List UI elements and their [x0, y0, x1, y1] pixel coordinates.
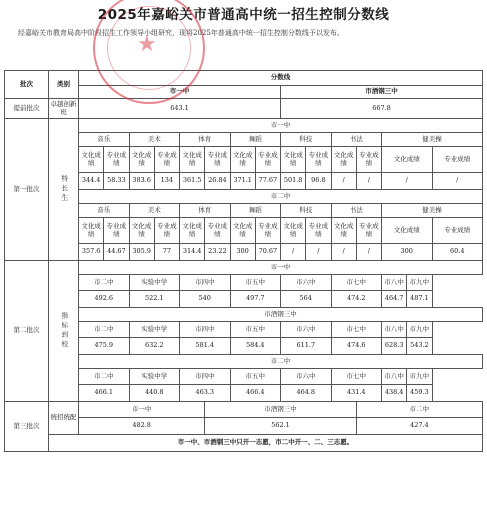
type-cell: 文化成绩 [129, 147, 154, 173]
type-cell: 文化成绩 [129, 218, 154, 244]
score-cell: 371.1 [230, 173, 255, 190]
round1-school-b: 市二中 [79, 190, 483, 204]
score-cell: 427.4 [356, 418, 482, 435]
score-cell: 581.4 [180, 338, 231, 355]
type-cell: 文化成绩 [180, 218, 205, 244]
school-cell: 市五中 [230, 275, 281, 291]
type-cell: 文化成绩 [79, 147, 104, 173]
header-school-2: 市酒钢三中 [281, 86, 483, 99]
score-cell: 487.1 [407, 291, 432, 308]
header-leibie: 类别 [49, 71, 79, 99]
round1-leibie: 特长生 [49, 119, 79, 261]
tiqian-score-1: 643.1 [79, 99, 281, 119]
score-cell: 440.8 [129, 385, 180, 402]
score-cell: 459.3 [407, 385, 432, 402]
type-cell: 专业成绩 [154, 218, 179, 244]
type-cell: 专业成绩 [104, 147, 129, 173]
score-cell: 632.2 [129, 338, 180, 355]
school-cell: 市六中 [281, 275, 332, 291]
subject-cell: 科技 [281, 204, 332, 218]
subject-cell: 科技 [281, 133, 332, 147]
score-cell: / [281, 244, 306, 261]
school-cell: 市九中 [407, 275, 432, 291]
round1-school-a: 市一中 [79, 119, 483, 133]
type-cell: 专业成绩 [306, 147, 331, 173]
type-cell: 文化成绩 [79, 218, 104, 244]
score-cell: 464.7 [382, 291, 407, 308]
subject-cell: 美术 [129, 133, 180, 147]
subject-cell: 美术 [129, 204, 180, 218]
round2-group-header: 市二中 [79, 355, 483, 369]
tiqian-leibie: 卓越创新班 [49, 99, 79, 119]
score-cell: 134 [154, 173, 179, 190]
score-table [4, 70, 483, 452]
school-cell: 市八中 [382, 322, 407, 338]
score-cell: 464.8 [281, 385, 332, 402]
school-cell: 实验中学 [129, 322, 180, 338]
header-pici: 批次 [5, 71, 49, 99]
score-cell: 540 [180, 291, 231, 308]
school-cell: 市七中 [331, 275, 382, 291]
subject-cell: 书法 [331, 133, 382, 147]
school-cell: 市四中 [180, 369, 231, 385]
score-cell: 474.2 [331, 291, 382, 308]
school-cell: 市九中 [407, 369, 432, 385]
round2-group-header: 市一中 [79, 261, 483, 275]
school-cell: 市四中 [180, 275, 231, 291]
type-cell: 专业成绩 [205, 218, 230, 244]
type-cell: 专业成绩 [104, 218, 129, 244]
type-cell: 文化成绩 [230, 218, 255, 244]
type-cell: 专业成绩 [356, 147, 381, 173]
score-cell: / [331, 173, 356, 190]
header-fenshuxian: 分数线 [79, 71, 483, 86]
score-cell: 26.84 [205, 173, 230, 190]
school-cell: 市二中 [356, 402, 482, 418]
score-cell: 70.67 [255, 244, 280, 261]
intro-text: 经嘉峪关市教育局高中阶段招生工作领导小组研究，现将2025年普通高中统一招生控制分数线予以发布。 [18, 29, 344, 37]
score-cell: 628.3 [382, 338, 407, 355]
score-cell: 314.4 [180, 244, 205, 261]
type-cell: 专业成绩 [255, 147, 280, 173]
round1-pici: 第一批次 [5, 119, 49, 261]
type-cell: 专业成绩 [306, 218, 331, 244]
round2-group-header: 市酒钢三中 [79, 308, 483, 322]
score-cell: 497.7 [230, 291, 281, 308]
score-cell: 584.4 [230, 338, 281, 355]
type-cell: 文化成绩 [382, 147, 433, 173]
seal-star-icon: ★ [137, 32, 157, 57]
subject-cell: 舞蹈 [230, 133, 281, 147]
score-cell: 305.9 [129, 244, 154, 261]
subject-cell: 体育 [180, 133, 231, 147]
school-cell: 市二中 [79, 275, 130, 291]
page-title: 2025年嘉峪关市普通高中统一招生控制分数线 [97, 7, 390, 23]
score-cell: 543.2 [407, 338, 432, 355]
school-cell: 市六中 [281, 369, 332, 385]
subject-cell: 健美操 [382, 133, 483, 147]
round3-pici: 第三批次 [5, 402, 49, 452]
school-cell: 市七中 [331, 369, 382, 385]
school-cell: 市酒钢三中 [205, 402, 357, 418]
subject-cell: 健美操 [382, 204, 483, 218]
score-cell: 492.6 [79, 291, 130, 308]
school-cell: 市九中 [407, 322, 432, 338]
score-cell: 383.6 [129, 173, 154, 190]
score-cell: 466.1 [79, 385, 130, 402]
score-cell: / [356, 173, 381, 190]
type-cell: 专业成绩 [154, 147, 179, 173]
type-cell: 专业成绩 [432, 147, 483, 173]
score-cell: 23.22 [205, 244, 230, 261]
header-school-1: 市一中 [79, 86, 281, 99]
type-cell: 文化成绩 [230, 147, 255, 173]
round3-schools-row [5, 402, 483, 418]
type-cell: 文化成绩 [331, 218, 356, 244]
score-cell: 501.8 [281, 173, 306, 190]
subject-cell: 体育 [180, 204, 231, 218]
round3-leibie: 统招统配 [49, 402, 79, 435]
score-cell: 475.9 [79, 338, 130, 355]
score-cell: 564 [281, 291, 332, 308]
score-cell: / [356, 244, 381, 261]
school-cell: 市七中 [331, 322, 382, 338]
type-cell: 文化成绩 [180, 147, 205, 173]
subject-cell: 音乐 [79, 204, 130, 218]
score-cell: 58.33 [104, 173, 129, 190]
score-cell: 562.1 [205, 418, 357, 435]
score-cell: 611.7 [281, 338, 332, 355]
subject-cell: 舞蹈 [230, 204, 281, 218]
school-cell: 市六中 [281, 322, 332, 338]
school-cell: 市八中 [382, 369, 407, 385]
score-cell: 357.6 [79, 244, 104, 261]
score-cell: 361.5 [180, 173, 205, 190]
score-cell: 474.6 [331, 338, 382, 355]
score-cell: 466.4 [230, 385, 281, 402]
score-cell: 60.4 [432, 244, 483, 261]
school-cell: 市四中 [180, 322, 231, 338]
score-cell: 44.67 [104, 244, 129, 261]
school-cell: 市二中 [79, 369, 130, 385]
score-cell: / [432, 173, 483, 190]
round2-pici: 第二批次 [5, 261, 49, 402]
score-cell: 344.4 [79, 173, 104, 190]
school-cell: 市一中 [79, 402, 205, 418]
score-cell: 431.4 [331, 385, 382, 402]
score-cell: 463.3 [180, 385, 231, 402]
score-cell: 96.8 [306, 173, 331, 190]
round2-leibie: 指标到校 [49, 261, 79, 402]
school-cell: 市五中 [230, 369, 281, 385]
score-cell: 522.1 [129, 291, 180, 308]
type-cell: 文化成绩 [382, 218, 433, 244]
type-cell: 专业成绩 [432, 218, 483, 244]
score-cell: 300 [382, 244, 433, 261]
type-cell: 专业成绩 [255, 218, 280, 244]
school-cell: 实验中学 [129, 275, 180, 291]
type-cell: 专业成绩 [356, 218, 381, 244]
type-cell: 文化成绩 [281, 147, 306, 173]
score-cell: 438.4 [382, 385, 407, 402]
score-cell: / [382, 173, 433, 190]
score-cell: 77.67 [255, 173, 280, 190]
type-cell: 文化成绩 [281, 218, 306, 244]
score-cell: / [306, 244, 331, 261]
subject-cell: 书法 [331, 204, 382, 218]
school-cell: 实验中学 [129, 369, 180, 385]
round3-note: 市一中、市酒钢三中只开一志愿，市二中开一、二、三志愿。 [49, 435, 483, 452]
type-cell: 专业成绩 [205, 147, 230, 173]
score-cell: 300 [230, 244, 255, 261]
score-cell: 482.8 [79, 418, 205, 435]
subject-cell: 音乐 [79, 133, 130, 147]
school-cell: 市五中 [230, 322, 281, 338]
type-cell: 文化成绩 [331, 147, 356, 173]
tiqian-row [5, 99, 483, 119]
tiqian-pici: 提前批次 [5, 99, 49, 119]
school-cell: 市二中 [79, 322, 130, 338]
tiqian-score-2: 667.8 [281, 99, 483, 119]
school-cell: 市八中 [382, 275, 407, 291]
score-cell: / [331, 244, 356, 261]
score-cell: 77 [154, 244, 179, 261]
